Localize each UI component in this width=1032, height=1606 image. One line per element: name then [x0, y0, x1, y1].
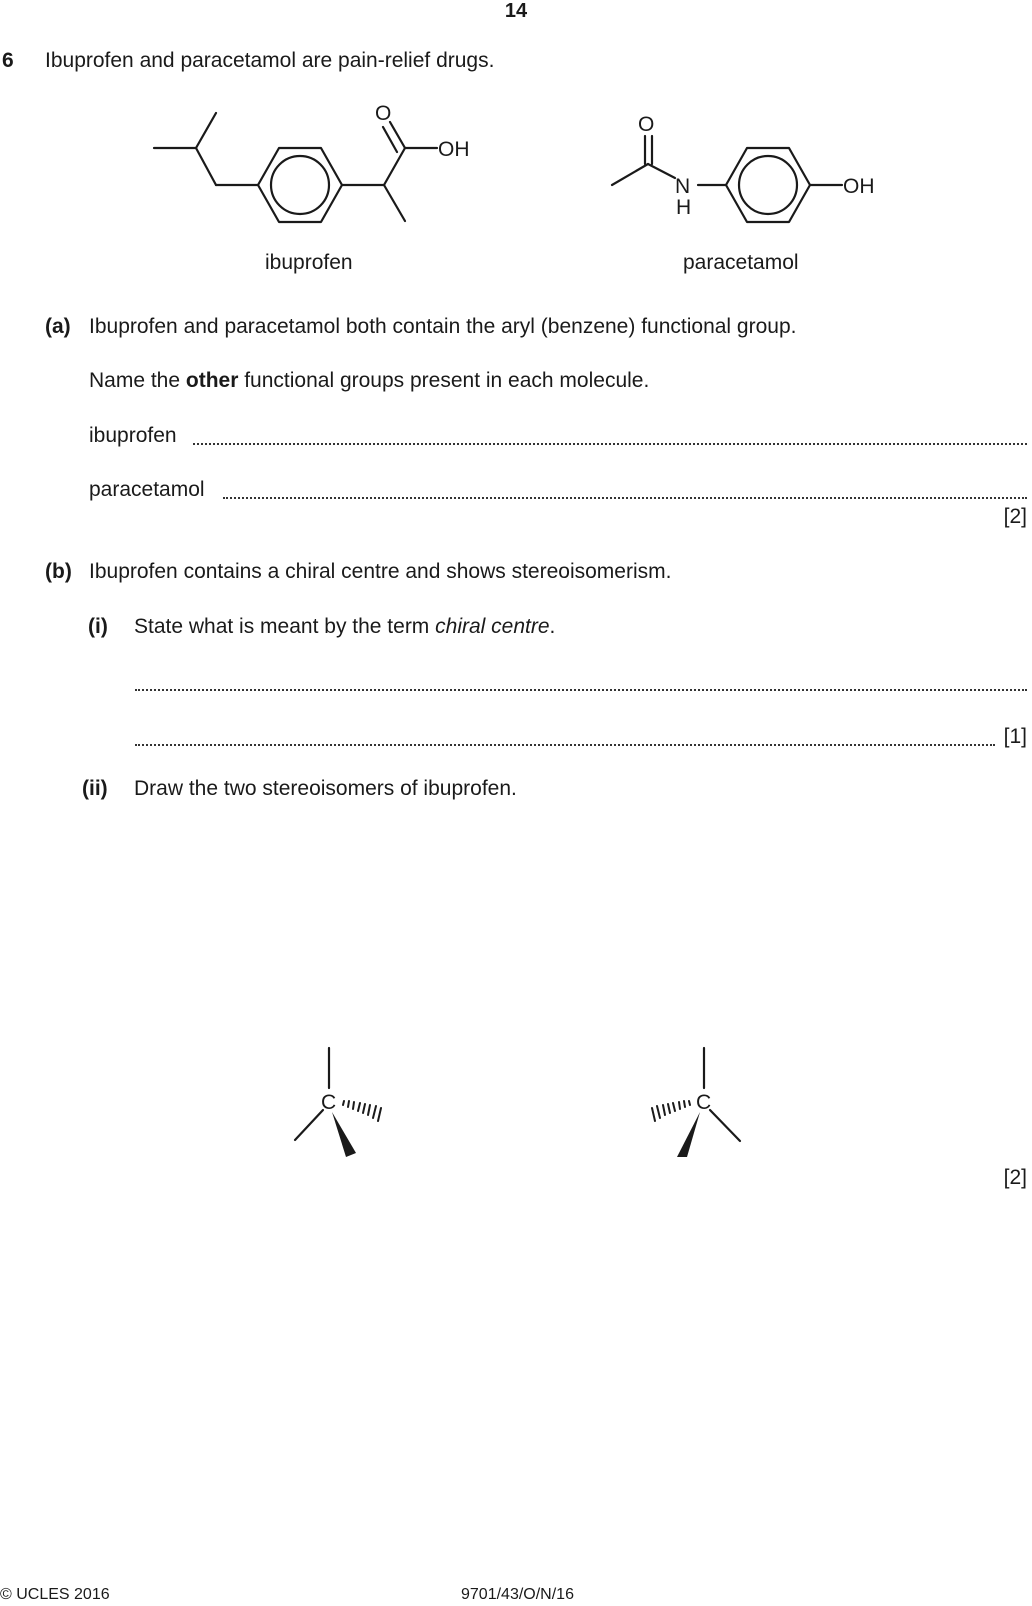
ibuprofen-atom-o: O [375, 102, 392, 125]
page-number: 14 [504, 0, 528, 22]
part-a-line2-post: functional groups present in each molecule. [238, 369, 650, 392]
paracetamol-atom-n: N [675, 175, 691, 198]
part-a-label: (a) [45, 315, 71, 338]
part-b-intro: Ibuprofen contains a chiral centre and shows stereoisomerism. [89, 560, 672, 583]
right-solid-wedge [677, 1112, 700, 1157]
part-a-line2-pre: Name the [89, 369, 186, 392]
paracetamol-structure [612, 136, 842, 222]
left-hashed-wedge [343, 1101, 381, 1121]
ibuprofen-atom-oh: OH [438, 138, 470, 161]
part-a-line1: Ibuprofen and paracetamol both contain the aryl (benzene) functional group. [89, 315, 797, 338]
paracetamol-atom-oh: OH [843, 175, 875, 198]
answer-label-ibuprofen: ibuprofen [89, 424, 177, 447]
paracetamol-atom-o: O [638, 113, 655, 136]
right-hashed-wedge [652, 1101, 690, 1121]
right-carbon-atom: C [696, 1091, 712, 1114]
answer-line-chiral-1[interactable] [135, 689, 1027, 691]
footer-copyright: © UCLES 2016 [0, 1586, 110, 1603]
part-b-ii-label: (ii) [82, 777, 108, 800]
left-solid-wedge [332, 1112, 356, 1157]
paracetamol-caption: paracetamol [683, 251, 799, 274]
part-b-ii-marks: [2] [1003, 1166, 1027, 1189]
part-b-label: (b) [45, 560, 72, 583]
stereoisomer-templates[interactable] [0, 1030, 1032, 1230]
answer-line-ibuprofen[interactable] [193, 443, 1027, 445]
answer-line-paracetamol[interactable] [223, 497, 1027, 499]
paracetamol-atom-h: H [676, 196, 692, 219]
molecule-structures [0, 0, 1032, 290]
ibuprofen-structure [154, 113, 437, 222]
answer-label-paracetamol: paracetamol [89, 478, 205, 501]
part-b-i-text [134, 615, 555, 639]
part-b-i-label: (i) [88, 615, 108, 638]
question-stem: Ibuprofen and paracetamol are pain-relief drugs. [45, 49, 495, 72]
part-b-i-text-post: . [549, 615, 556, 638]
part-a-line2 [89, 369, 649, 393]
answer-line-chiral-2[interactable] [135, 744, 995, 746]
part-a-marks: [2] [1003, 505, 1027, 528]
part-b-ii-text: Draw the two stereoisomers of ibuprofen. [134, 777, 517, 800]
part-b-i-text-pre: State what is meant by the term [134, 615, 436, 638]
part-b-i-marks: [1] [1003, 725, 1027, 748]
part-b-i-text-italic: chiral centre [435, 615, 550, 638]
left-carbon-atom: C [321, 1091, 337, 1114]
ibuprofen-caption: ibuprofen [265, 251, 353, 274]
part-a-line2-bold: other [185, 369, 239, 392]
footer-code: 9701/43/O/N/16 [461, 1586, 574, 1603]
question-number: 6 [2, 49, 14, 72]
